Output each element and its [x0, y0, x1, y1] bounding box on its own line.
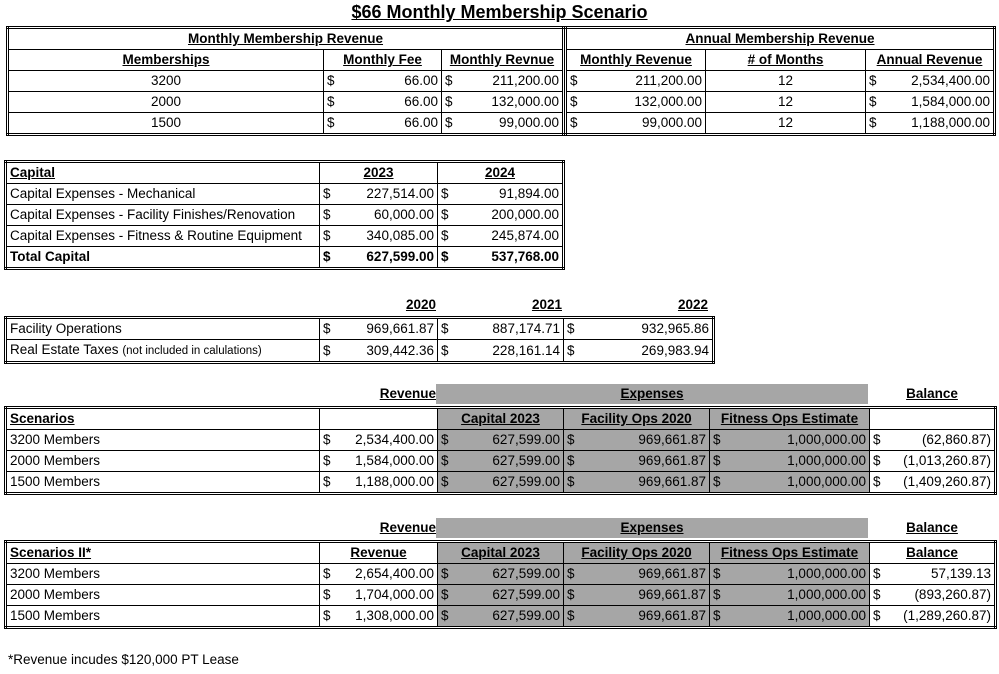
scenarios-balance-label: Balance	[906, 386, 958, 401]
ops-year-2022: 2022	[677, 297, 708, 312]
scenarios-revenue-label: Revenue	[379, 386, 436, 401]
ops-year-2020: 2020	[405, 297, 436, 312]
scenarios2-table: Scenarios II* Revenue Capital 2023 Facility Ops 2020 Fitness Ops Estimate Balance 3200 Members $ 2,654,400.00 $ 627,599.00 $ 969,661.87 $ 1,000,000.00 $ 57,139.13 2000 Members $ 1,704,000.00 $ 627,599.00 $ 969,661.87 $ 1,000,000.00 $ (893,260.87) 1500 Members $ 1,308,000.00 $ 627,599.00 $ 969,661.87 $ 1,000,000.00 $ (1,289,260.87)	[4, 540, 997, 629]
scenarios2-expenses-label: Expenses	[436, 518, 868, 538]
table-row: Capital Expenses - Mechanical $ 227,514.00 $ 91,894.00	[6, 184, 564, 205]
table-row: Facility Operations $ 969,661.87 $ 887,174.71 $ 932,965.86	[6, 318, 714, 340]
table-row: 3200 Members $ 2,534,400.00 $ 627,599.00 $ 969,661.87 $ 1,000,000.00 $ (62,860.87)	[6, 430, 996, 451]
capital-table	[4, 160, 565, 270]
ops-year-2021: 2021	[531, 297, 562, 312]
table-row: Capital Expenses - Fitness & Routine Equipment $ 340,085.00 $ 245,874.00	[6, 226, 564, 247]
table-row: 1500 $ 66.00 $ 99,000.00	[8, 113, 564, 135]
scenarios-table: Scenarios Capital 2023 Facility Ops 2020 Fitness Ops Estimate 3200 Members $ 2,534,400.00 $ 627,599.00 $ 969,661.87 $ 1,000,000.00 $ (62,860.87) 2000 Members $ 1,584,000.00 $ 627,599.00 $ 969,661.87 $ 1,000,000.00 $ (1,013,260.87) 1500 Members $ 1,188,000.00 $ 627,599.00 $ 969,661.87 $ 1,000,000.00 $ (1,409,260.87)	[4, 406, 997, 495]
annual-revenue-table	[564, 26, 996, 136]
table-row: Real Estate Taxes (not included in calulations) $ 309,442.36 $ 228,161.14 $ 269,983.94	[6, 340, 714, 363]
page-title: $66 Monthly Membership Scenario	[351, 2, 648, 22]
year-2024-header: 2024	[438, 162, 564, 184]
table-row: 3200 $ 66.00 $ 211,200.00	[8, 71, 564, 92]
col-header-monthly-revnue: Monthly Revnue	[442, 50, 564, 71]
footnote: *Revenue incudes $120,000 PT Lease	[8, 652, 239, 667]
table-row: 2000 Members $ 1,584,000.00 $ 627,599.00 $ 969,661.87 $ 1,000,000.00 $ (1,013,260.87)	[6, 451, 996, 472]
scenarios-header: Scenarios	[6, 408, 320, 430]
total-row: Total Capital $ 627,599.00 $ 537,768.00	[6, 247, 564, 269]
monthly-revenue-table	[6, 26, 565, 136]
table-row: 2000 $ 66.00 $ 132,000.00	[8, 92, 564, 113]
col-header-annual-revenue: Annual Revenue	[866, 50, 995, 71]
table-row: $ 99,000.00 12 $ 1,188,000.00	[566, 113, 995, 135]
table-row: $ 132,000.00 12 $ 1,584,000.00	[566, 92, 995, 113]
year-2023-header: 2023	[320, 162, 438, 184]
scenarios2-balance-label: Balance	[906, 520, 958, 535]
operations-table	[4, 316, 715, 364]
col-header-monthly-fee: Monthly Fee	[324, 50, 442, 71]
col-header-months: # of Months	[706, 50, 866, 71]
capital-header: Capital	[6, 162, 320, 184]
scenarios2-header: Scenarios II*	[6, 542, 320, 564]
col-header-monthly-revenue: Monthly Revenue	[566, 50, 706, 71]
table-row: 1500 Members $ 1,188,000.00 $ 627,599.00 $ 969,661.87 $ 1,000,000.00 $ (1,409,260.87)	[6, 472, 996, 494]
monthly-section-title: Monthly Membership Revenue	[8, 28, 564, 50]
table-row: 3200 Members $ 2,654,400.00 $ 627,599.00 $ 969,661.87 $ 1,000,000.00 $ 57,139.13	[6, 564, 996, 585]
table-row: 1500 Members $ 1,308,000.00 $ 627,599.00 $ 969,661.87 $ 1,000,000.00 $ (1,289,260.87)	[6, 606, 996, 628]
table-row: Capital Expenses - Facility Finishes/Renovation $ 60,000.00 $ 200,000.00	[6, 205, 564, 226]
table-row: $ 211,200.00 12 $ 2,534,400.00	[566, 71, 995, 92]
table-row: 2000 Members $ 1,704,000.00 $ 627,599.00 $ 969,661.87 $ 1,000,000.00 $ (893,260.87)	[6, 585, 996, 606]
scenarios-expenses-label: Expenses	[436, 384, 868, 404]
scenarios2-revenue-label: Revenue	[379, 520, 436, 535]
annual-section-title: Annual Membership Revenue	[566, 28, 995, 50]
col-header-memberships: Memberships	[8, 50, 324, 71]
